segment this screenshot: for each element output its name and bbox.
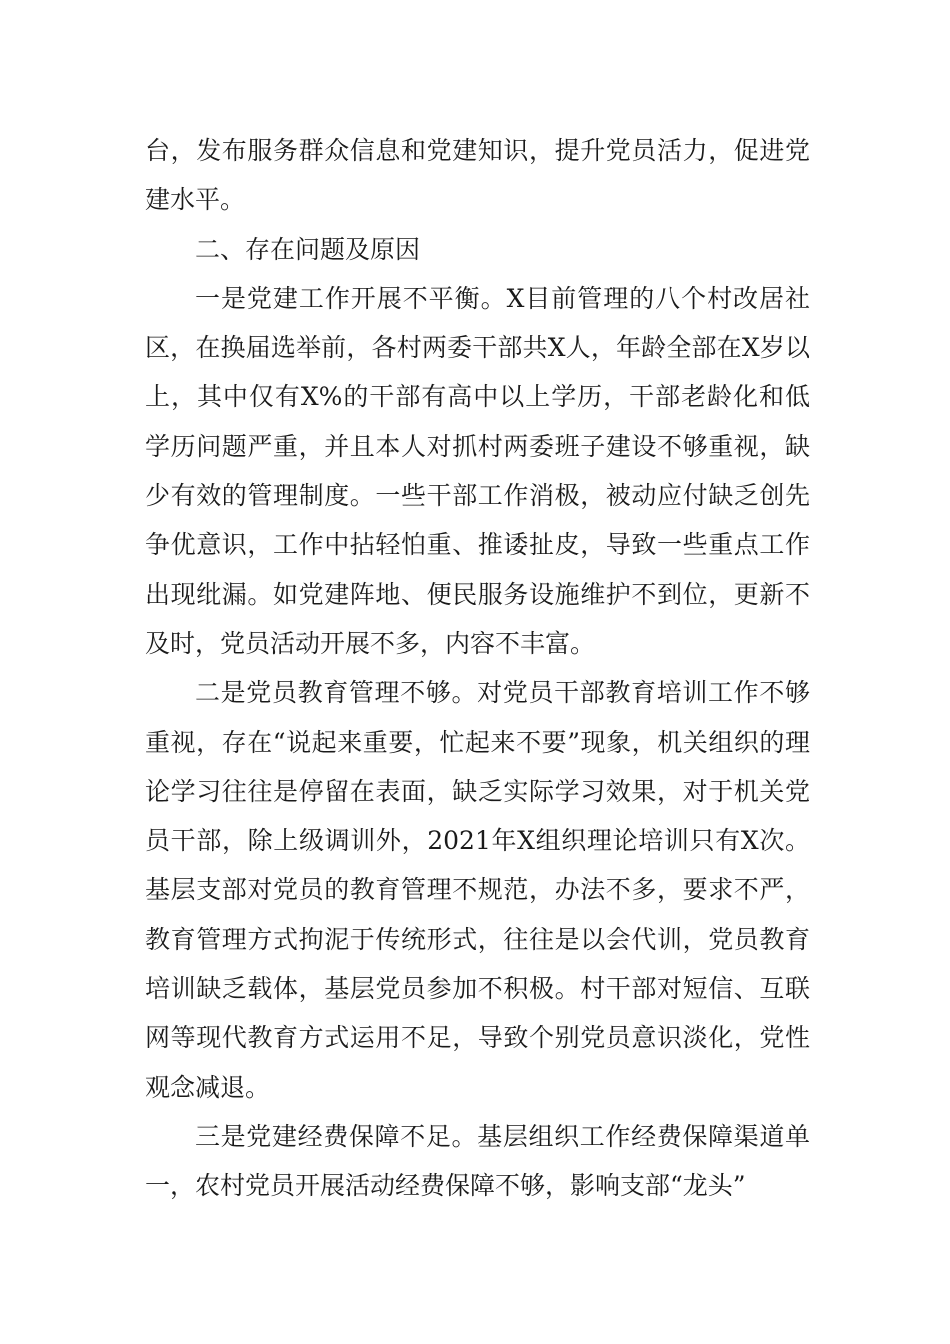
document-body	[145, 126, 810, 1211]
paragraph-continuation: 台，发布服务群众信息和党建知识，提升党员活力，促进党建水平。	[145, 136, 810, 215]
paragraph-problem-one: 一是党建工作开展不平衡。X目前管理的八个村改居社区，在换届选举前，各村两委干部共X人，年龄全部在X岁以上，其中仅有X%的干部有高中以上学历，干部老龄化和低学历问题严重，并且本人对抓村两委班子建设不够重视，缺少有效的管理制度。一些干部工作消极，被动应付缺乏创先争优意识，工作中拈轻怕重、推诿扯皮，导致一些重点工作出现纰漏。如党建阵地、便民服务设施维护不到位，更新不及时，党员活动开展不多，内容不丰富。	[145, 283, 810, 658]
paragraph-problem-three: 三是党建经费保障不足。基层组织工作经费保障渠道单一，农村党员开展活动经费保障不够，影响支部“龙头”	[145, 1121, 810, 1201]
paragraph-problem-two: 二是党员教育管理不够。对党员干部教育培训工作不够重视，存在“说起来重要，忙起来不要”现象，机关组织的理论学习往往是停留在表面，缺乏实际学习效果，对于机关党员干部，除上级调训外，2021年X组织理论培训只有X次。基层支部对党员的教育管理不规范，办法不多，要求不严，教育管理方式拘泥于传统形式，往往是以会代训，党员教育培训缺乏载体，基层党员参加不积极。村干部对短信、互联网等现代教育方式运用不足，导致个别党员意识淡化，党性观念减退。	[145, 678, 810, 1102]
section-heading: 二、存在问题及原因	[195, 234, 421, 264]
